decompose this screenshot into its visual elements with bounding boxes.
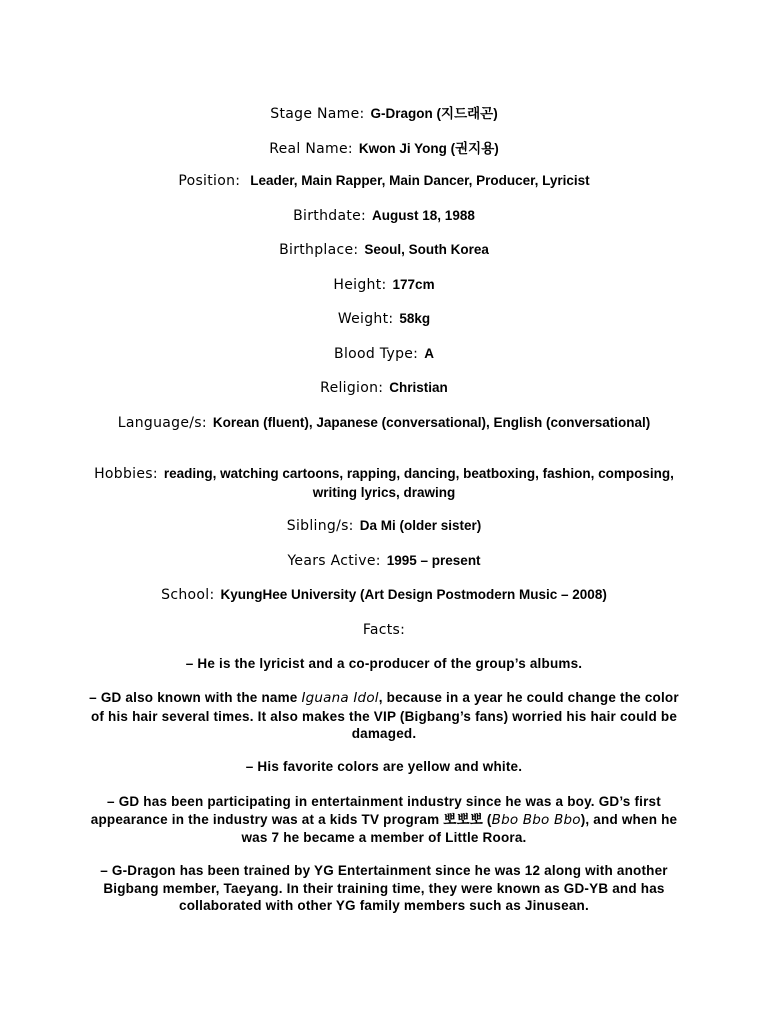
facts-heading-row bbox=[0, 621, 768, 639]
birthplace-label: Birthplace: bbox=[279, 242, 359, 258]
fact-iguana-idol bbox=[86, 689, 682, 743]
languages-label: Language/s: bbox=[117, 415, 207, 431]
birthdate-value: August 18, 1988 bbox=[372, 208, 475, 223]
birthplace-value: Seoul, South Korea bbox=[364, 242, 489, 257]
birthdate-label: Birthdate: bbox=[293, 208, 367, 224]
fact-iguana-idol-italic: Iguana Idol bbox=[301, 690, 379, 706]
birthplace-row bbox=[0, 241, 768, 259]
blood-type-label: Blood Type: bbox=[334, 346, 419, 362]
fact-yg-training bbox=[86, 862, 682, 915]
years-active-label: Years Active: bbox=[287, 553, 381, 569]
position-value: Leader, Main Rapper, Main Dancer, Producer, Lyricist bbox=[250, 173, 590, 188]
years-active-row bbox=[0, 552, 768, 570]
languages-row bbox=[90, 414, 678, 433]
facts-heading: Facts: bbox=[362, 622, 406, 638]
position-row bbox=[0, 172, 768, 190]
school-value: KyungHee University (Art Design Postmodern Music – 2008) bbox=[220, 587, 607, 602]
fact-early-career-italic: Bbo Bbo Bbo bbox=[491, 811, 581, 828]
years-active-value: 1995 – present bbox=[386, 553, 481, 568]
height-label: Height: bbox=[333, 277, 387, 293]
religion-value: Christian bbox=[389, 380, 448, 395]
weight-row bbox=[0, 310, 768, 328]
stage-name-row bbox=[0, 102, 768, 123]
weight-value: 58kg bbox=[399, 311, 431, 326]
weight-label: Weight: bbox=[337, 311, 394, 327]
stage-name-label: Stage Name: bbox=[270, 106, 365, 122]
siblings-label: Sibling/s: bbox=[286, 518, 354, 534]
languages-value: Korean (fluent), Japanese (conversational), English (conversational) bbox=[212, 415, 651, 430]
birthdate-row bbox=[0, 207, 768, 225]
fact-yg-training-text: – G-Dragon has been trained by YG Entertainment since he was 12 along with another Bigbang member, Taeyang. In their training time, they were known as GD-YB and has collaborated with other YG family members such as Jinusean. bbox=[100, 863, 668, 913]
fact-early-career-after: ), and when he was 7 he became a member of Little Roora. bbox=[241, 811, 678, 845]
school-label: School: bbox=[161, 587, 215, 603]
blood-type-value: A bbox=[424, 346, 434, 361]
fact-favorite-colors-text: – His favorite colors are yellow and white. bbox=[245, 759, 523, 774]
hobbies-label: Hobbies: bbox=[94, 466, 158, 482]
fact-favorite-colors bbox=[86, 758, 682, 776]
school-row bbox=[0, 586, 768, 604]
fact-lyricist bbox=[86, 655, 682, 673]
siblings-value: Da Mi (older sister) bbox=[359, 518, 482, 533]
height-row bbox=[0, 276, 768, 294]
blood-type-row bbox=[0, 345, 768, 363]
religion-row bbox=[0, 379, 768, 397]
fact-early-career bbox=[86, 793, 682, 847]
hobbies-row bbox=[90, 465, 678, 501]
height-value: 177cm bbox=[392, 277, 435, 292]
fact-early-career-before: – GD has been participating in entertainment industry since he was a boy. GD’s first appearance in the industry was at a kids TV program 뽀뽀뽀 ( bbox=[90, 794, 661, 827]
religion-label: Religion: bbox=[320, 380, 384, 396]
fact-lyricist-text: – He is the lyricist and a co-producer of the group’s albums. bbox=[185, 656, 583, 671]
siblings-row bbox=[0, 517, 768, 535]
real-name-row bbox=[0, 137, 768, 158]
stage-name-value: G-Dragon (지드래곤) bbox=[370, 106, 498, 121]
real-name-label: Real Name: bbox=[269, 141, 353, 157]
position-label: Position: bbox=[178, 173, 241, 189]
fact-iguana-idol-before: – GD also known with the name bbox=[89, 690, 302, 705]
fact-iguana-idol-after: , because in a year he could change the color of his hair several times. It also makes the VIP (Bigbang’s fans) worried his hair could be damaged. bbox=[90, 690, 679, 741]
hobbies-value: reading, watching cartoons, rapping, dancing, beatboxing, fashion, composing, writing lyrics, drawing bbox=[163, 466, 674, 500]
real-name-value: Kwon Ji Yong (권지용) bbox=[358, 141, 499, 156]
